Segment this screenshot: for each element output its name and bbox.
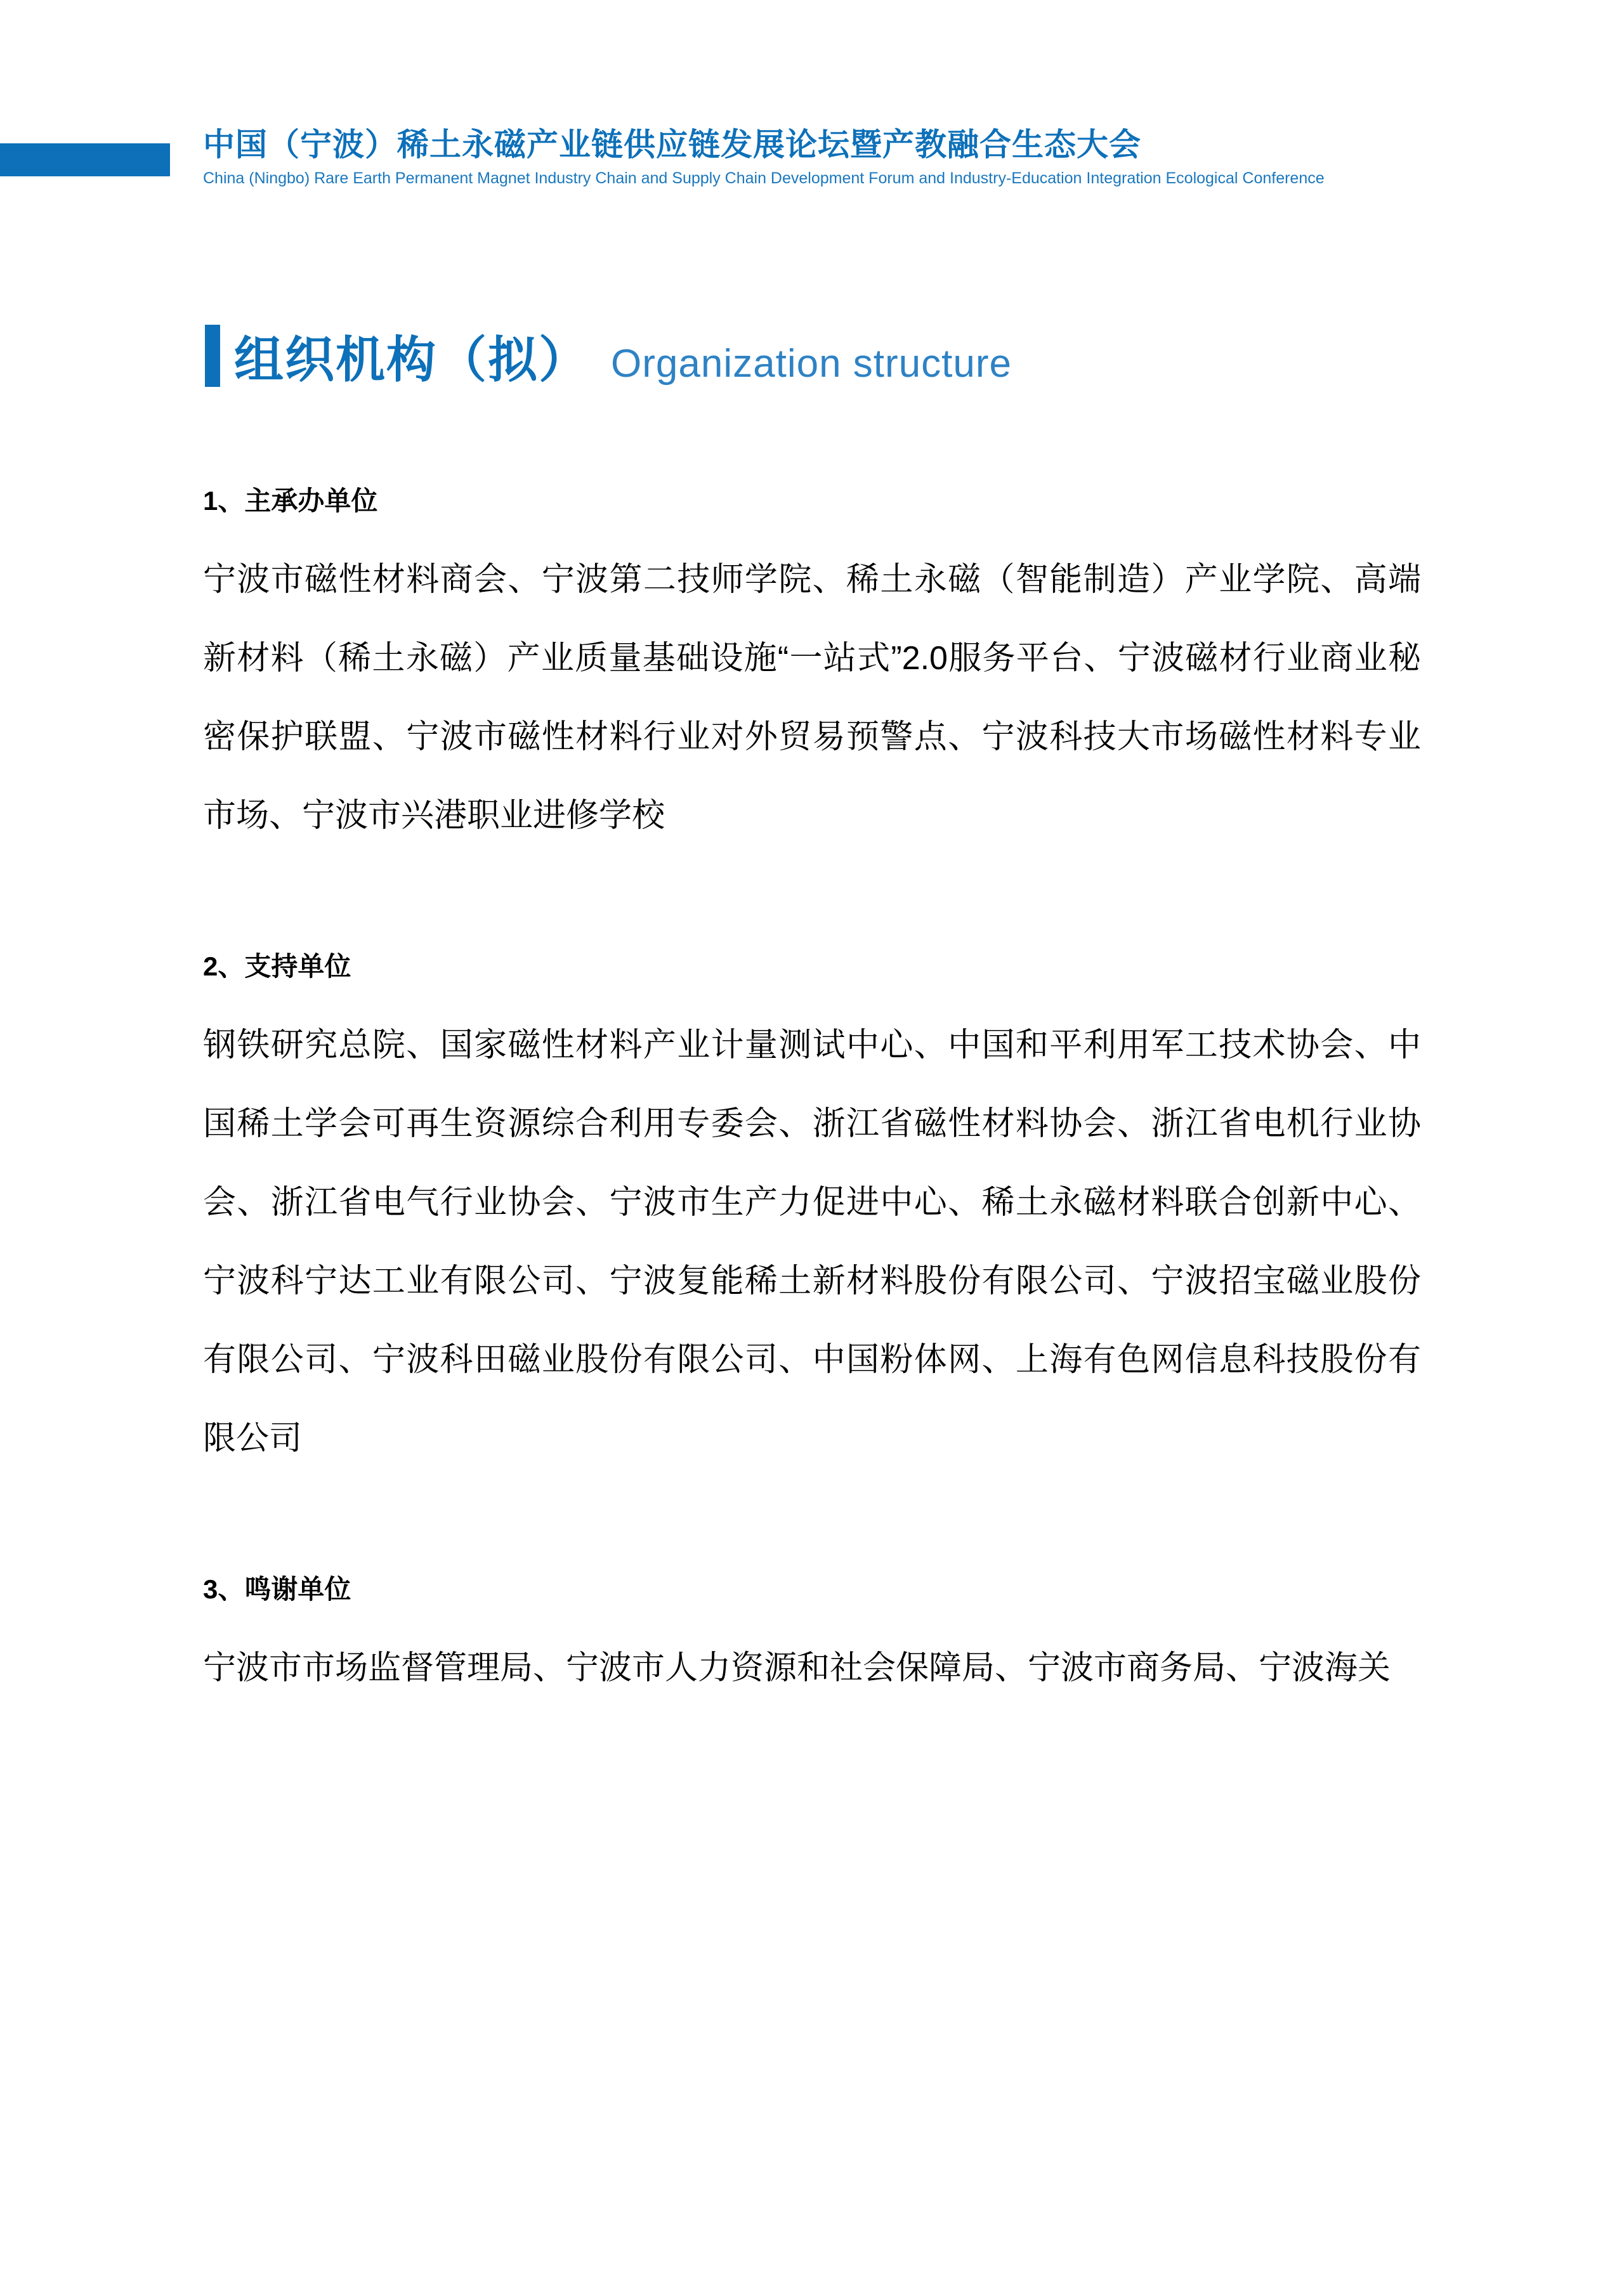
conference-title-zh: 中国（宁波）稀土永磁产业链供应链发展论坛暨产教融合生态大会 <box>203 127 1141 162</box>
header-accent-bar <box>0 143 170 176</box>
section-title-zh: 组织机构（拟） <box>234 332 590 388</box>
group-supporting-units <box>203 927 1421 1478</box>
conference-title-en: China (Ningbo) Rare Earth Permanent Magnet Industry Chain and Supply Chain Development Forum and Industry-Education Integration Ecological Conference <box>203 169 1325 187</box>
group-heading: 3、鸣谢单位 <box>203 1574 351 1604</box>
group-heading: 2、支持单位 <box>203 951 351 981</box>
group-body: 钢铁研究总院、国家磁性材料产业计量测试中心、中国和平利用军工技术协会、中国稀土学会可再生资源综合利用专委会、浙江省磁性材料协会、浙江省电机行业协会、浙江省电气行业协会、宁波市生产力促进中心、稀土永磁材料联合创新中心、宁波科宁达工业有限公司、宁波复能稀土新材料股份有限公司、宁波招宝磁业股份有限公司、宁波科田磁业股份有限公司、中国粉体网、上海有色网信息科技股份有限公司 <box>203 1027 1421 1457</box>
group-body: 宁波市磁性材料商会、宁波第二技师学院、稀土永磁（智能制造）产业学院、高端新材料（稀土永磁）产业质量基础设施“一站式”2.0服务平台、宁波磁材行业商业秘密保护联盟、宁波市磁性材料行业对外贸易预警点、宁波科技大市场磁性材料专业市场、宁波市兴港职业进修学校 <box>203 561 1421 834</box>
organization-content <box>203 462 1421 1707</box>
group-acknowledged-units <box>203 1550 1421 1707</box>
section-title-en: Organization structure <box>611 342 1012 386</box>
section-title-text <box>234 320 1012 391</box>
section-title <box>205 320 1012 391</box>
section-marker-bar <box>205 325 220 387</box>
group-host-organizers <box>203 462 1421 855</box>
group-heading: 1、主承办单位 <box>203 486 378 516</box>
group-body: 宁波市市场监督管理局、宁波市人力资源和社会保障局、宁波市商务局、宁波海关 <box>203 1650 1391 1686</box>
